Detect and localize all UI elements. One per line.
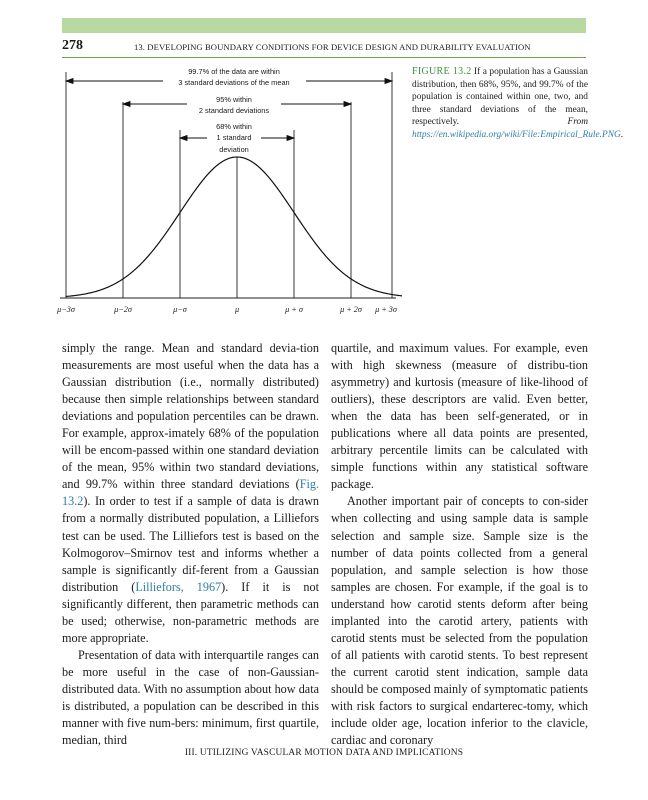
figure-reference-link[interactable]: Fig. 13.2: [62, 477, 319, 509]
tick-mu: μ: [234, 305, 240, 314]
figure-caption: [412, 66, 624, 142]
annot-68-line2: 1 standard: [216, 133, 252, 142]
annot-68-line1: 68% within: [216, 122, 252, 131]
left-p1-text-a: simply the range. Mean and standard devia-tion measurements are most useful when the data has a Gaussian distribution (i.e., normally distributed) because then simple relationships between standard deviations and population percentiles can be drawn. For example, approx-imately 68% of the population will be encom-passed within one standard deviation of the mean, 95% within two standard deviations, and 99.7% within three standard deviations (: [62, 341, 319, 492]
caption-period: .: [620, 129, 624, 140]
tick-mu-plus-3s: μ + 3σ: [375, 305, 397, 314]
left-p1-text-b: ). In order to test if a sample of data is drawn from a normally distributed population, a Lilliefors test can be used. The Lilliefors test is based on the Kolmogorov–Smirnov test and informs whether a sample is significantly dif-ferent from a Gaussian distribution (: [62, 494, 319, 594]
empirical-rule-figure: [50, 60, 402, 328]
left-p1-text-c: ). If it is not significantly different, then parametric methods can be used; otherwise, non-parametric methods are more appropriate.: [62, 579, 320, 645]
annot-68-line3: deviation: [219, 145, 249, 154]
annot-95-line1: 95% within: [216, 95, 252, 104]
right-column: [331, 340, 588, 749]
annot-95-line2: 2 standard deviations: [198, 106, 270, 115]
tick-mu-minus-1s: μ−σ: [173, 305, 187, 314]
running-title: 13. DEVELOPING BOUNDARY CONDITIONS FOR DEVICE DESIGN AND DURABILITY EVALUATION: [134, 42, 531, 52]
caption-from: From: [567, 117, 588, 128]
figure-caption-text: If a population has a Gaussian distribution, then 68%, 95%, and 99.7% of the population is contained within one, two, and three standard deviations of the mean, respectively.: [412, 67, 588, 128]
page-footer: III. UTILIZING VASCULAR MOTION DATA AND IMPLICATIONS: [184, 748, 464, 758]
gaussian-curve: [66, 157, 402, 296]
figure-source-link[interactable]: https://en.wikipedia.org/wiki/File:Empirical_Rule.PNG: [412, 129, 621, 140]
figure-label: FIGURE 13.2: [412, 66, 472, 77]
left-column: [62, 340, 319, 749]
page-number: 278: [62, 38, 83, 53]
annot-997-line1: 99.7% of the data are within: [188, 67, 280, 76]
tick-mu-plus-1s: μ + σ: [285, 305, 303, 314]
right-paragraph-1: quartile, and maximum values. For example, even with high skewness (measure of distribu-tion asymmetry) and kurtosis (measure of like-lihood of outliers), these descriptors are valid. Even better, when the data has been self-generated, or in publications where all data points are presented, arbitrary percentile limits can be calculated with simple functions within any statistical software package.: [331, 341, 588, 492]
left-paragraph-2: Presentation of data with interquartile ranges can be more useful in the case of non-Gaussian-distributed data. With no assumption about how data is distributed, a population can be described in this manner with five num-bers: minimum, first quartile, median, third: [62, 647, 319, 748]
right-paragraph-2: Another important pair of concepts to con-sider when collecting and using sample data is sample selection and sample size. Sample size is the number of data points collected from a general population, and sample selection is how those samples are chosen. For example, if the goal is to understand how carotid stents deform after being implanted into the carotid artery, patients with carotid stents must be selected from the population of all patients with carotid stents. To best represent the current carotid stent indication, sample data should be composed mainly of symptomatic patients with risk factors to surgical endarterec-tomy, which include older age, location inferior to the clavicle, cardiac and coronary: [331, 494, 588, 748]
left-paragraph-1: [62, 340, 319, 647]
citation-link-lilliefors[interactable]: Lilliefors, 1967: [135, 579, 222, 594]
header-rule: [62, 57, 586, 58]
tick-mu-minus-2s: μ−2σ: [114, 305, 132, 314]
header-color-bar: [62, 18, 586, 33]
annot-997-line2: 3 standard deviations of the mean: [178, 78, 290, 87]
tick-mu-plus-2s: μ + 2σ: [340, 305, 362, 314]
tick-mu-minus-3s: μ−3σ: [57, 305, 75, 314]
